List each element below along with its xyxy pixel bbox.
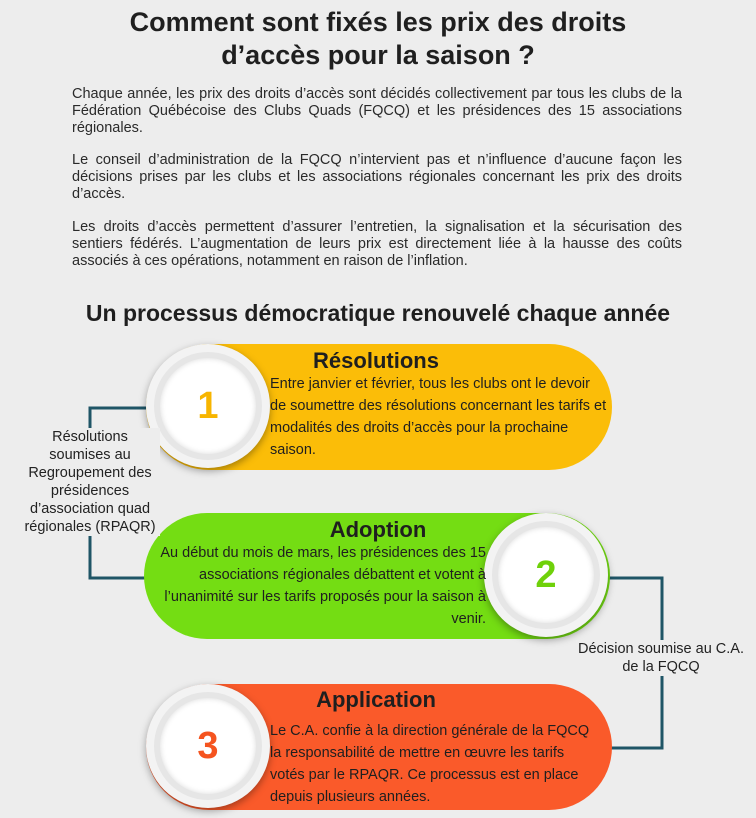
step-2-title: Adoption	[329, 517, 427, 542]
left-side-note: Résolutions soumises au Regroupement des présidences d’association quad régionales (RPAQR)	[20, 428, 160, 536]
section-subtitle: Un processus démocratique renouvelé chaque année	[85, 300, 671, 326]
step-2-number-circle	[484, 513, 608, 637]
step-2-number: 2	[498, 527, 594, 623]
step-1-number: 1	[160, 358, 256, 454]
step-1-text: Entre janvier et février, tous les clubs ont le devoir de soumettre des résolutions concernant les tarifs et modalités des droits d’accès pour la prochaine saison.	[270, 376, 607, 458]
step-2-text: Au début du mois de mars, les présidences des 15 associations régionales débattent et votent à l’unanimité sur les tarifs proposés pour la saison à venir.	[160, 545, 486, 627]
step-1-title: Résolutions	[313, 348, 439, 373]
step-1-number-circle	[146, 344, 270, 468]
page-title-line-1: Comment sont fixés les prix des droits	[129, 7, 627, 37]
paragraph-3: Les droits d’accès permettent d’assurer l’entretien, la signalisation et la sécurisation des sentiers fédérés. L’augmentation de leurs prix est directement liée à la hausse des coûts associés à ces opérations, notamment en raison de l’inflation.	[72, 219, 682, 269]
paragraph-1: Chaque année, les prix des droits d’accès sont décidés collectivement par tous les clubs de la Fédération Québécoise des Clubs Quads (FQCQ) et les présidences des 15 associations régionales.	[72, 86, 682, 136]
paragraph-2: Le conseil d’administration de la FQCQ n’intervient pas et n’influence d’aucune façon les décisions prises par les clubs et les associations régionales concernant les prix des droits d’accès.	[72, 152, 682, 202]
page-title-line-2: d’accès pour la saison ?	[221, 40, 535, 70]
step-3-title: Application	[316, 687, 436, 712]
step-3-text: Le C.A. confie à la direction générale de la FQCQ la responsabilité de mettre en œuvre les tarifs votés par le RPAQR. Ce processus est en place depuis plusieurs années.	[270, 723, 590, 805]
right-side-note: Décision soumise au C.A. de la FQCQ	[577, 641, 744, 675]
step-3-number-circle	[146, 684, 270, 808]
step-3-number: 3	[160, 698, 256, 794]
